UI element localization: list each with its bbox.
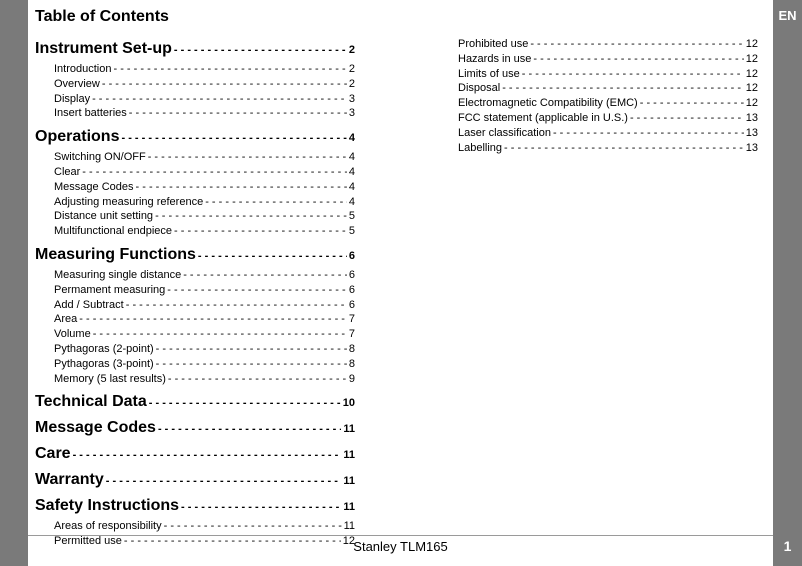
toc-entry-page: 13 [745, 126, 758, 139]
toc-entry-page: 9 [348, 372, 355, 385]
toc-entry-page: 12 [745, 38, 758, 50]
toc-entry-label: Pythagoras (2-point) [54, 342, 154, 355]
toc-entry-page: 7 [348, 328, 355, 341]
page-title: Table of Contents [35, 8, 169, 25]
toc-entry-page: 11 [343, 520, 355, 533]
toc-section-label: Message Codes [35, 419, 156, 437]
toc-section[interactable] [35, 242, 355, 268]
toc-entry-label: Introduction [54, 63, 112, 75]
dot-leader [198, 243, 347, 269]
toc-entry-label: Labelling [458, 141, 503, 154]
toc-entry-page: 12 [745, 82, 758, 95]
toc-entry[interactable] [35, 224, 355, 239]
dot-leader [167, 283, 347, 298]
toc-entry-label: Laser classification [458, 126, 551, 139]
toc-entry-page: 6 [348, 298, 355, 311]
dot-leader [73, 442, 342, 468]
toc-entry[interactable] [35, 77, 355, 92]
toc-entry[interactable] [35, 342, 355, 357]
dot-leader [205, 195, 347, 210]
dot-leader [106, 468, 342, 494]
toc-entry-label: Switching ON/OFF [54, 151, 146, 164]
dot-leader [522, 67, 744, 82]
toc-entry-page: 2 [348, 63, 355, 75]
toc-entry[interactable] [35, 534, 355, 549]
dot-leader [553, 126, 744, 141]
toc-entry-page: 4 [348, 165, 355, 178]
toc-entry-page: 7 [348, 313, 355, 326]
dot-leader [158, 416, 341, 442]
toc-entry[interactable] [458, 126, 758, 141]
toc-entry-label: Prohibited use [458, 38, 529, 50]
toc-entry[interactable] [35, 357, 355, 372]
dot-leader [533, 52, 743, 67]
toc-entry-page: 12 [745, 67, 758, 80]
dot-leader [113, 62, 346, 77]
toc-entry[interactable] [35, 195, 355, 210]
toc-entry-label: Overview [54, 77, 100, 90]
toc-section[interactable] [35, 441, 355, 467]
toc-entry-page: 3 [348, 92, 355, 105]
toc-entry[interactable] [458, 37, 758, 52]
toc-section[interactable] [35, 389, 355, 415]
toc-entry[interactable] [458, 81, 758, 96]
toc-left-column [35, 36, 355, 552]
dot-leader [183, 268, 347, 283]
toc-entry[interactable] [35, 209, 355, 224]
toc-entry[interactable] [35, 150, 355, 165]
toc-entry-page: 6 [348, 283, 355, 296]
toc-entry-page: 13 [745, 111, 758, 124]
toc-entry-label: Adjusting measuring reference [54, 195, 204, 208]
toc-section-label: Safety Instructions [35, 497, 180, 515]
toc-entry-label: Permitted use [54, 535, 122, 548]
toc-entry-label: Area [54, 313, 78, 326]
toc-section-label: Technical Data [35, 393, 147, 411]
toc-entry[interactable] [458, 111, 758, 126]
toc-entry-label: Pythagoras (3-point) [54, 357, 154, 370]
toc-entry-label: Message Codes [54, 180, 134, 193]
toc-section[interactable] [35, 36, 355, 62]
toc-entry-label: Insert batteries [54, 107, 127, 120]
toc-section-label: Warranty [35, 471, 104, 489]
toc-section-page: 11 [343, 423, 355, 436]
dot-leader [155, 209, 347, 224]
toc-entry[interactable] [35, 312, 355, 327]
right-margin-bar [773, 0, 802, 566]
dot-leader [148, 150, 347, 165]
toc-entry-page: 4 [348, 195, 355, 208]
toc-entry-page: 2 [348, 77, 355, 90]
toc-entry-label: Limits of use [458, 67, 520, 80]
toc-entry-page: 8 [348, 357, 355, 370]
toc-entry-page: 12 [342, 535, 355, 548]
toc-entry[interactable] [458, 52, 758, 67]
toc-entry[interactable] [35, 180, 355, 195]
toc-entry-label: Volume [54, 328, 91, 341]
toc-section-label: Operations [35, 128, 120, 146]
toc-entry-label: Clear [54, 165, 81, 178]
dot-leader [156, 342, 347, 357]
toc-entry-label: Areas of responsibility [54, 520, 162, 533]
toc-entry-page: 12 [745, 97, 758, 110]
dot-leader [181, 494, 341, 520]
dot-leader [174, 224, 347, 239]
toc-entry[interactable] [35, 268, 355, 283]
toc-section-page: 2 [348, 44, 355, 56]
toc-section-label: Care [35, 445, 71, 463]
toc-entry-label: Electromagnetic Compatibility (EMC) [458, 97, 638, 110]
dot-leader [102, 77, 347, 92]
toc-entry-label: Measuring single distance [54, 268, 182, 281]
toc-entry-page: 6 [348, 268, 355, 281]
dot-leader [121, 125, 346, 151]
toc-right-column [458, 37, 758, 155]
toc-entry-label: FCC statement (applicable in U.S.) [458, 111, 628, 124]
toc-entry-label: Hazards in use [458, 52, 532, 65]
toc-entry[interactable] [458, 96, 758, 111]
toc-section[interactable] [35, 467, 355, 493]
dot-leader [79, 312, 347, 327]
toc-entry[interactable] [35, 62, 355, 77]
toc-entry-label: Display [54, 92, 91, 105]
toc-section-page: 11 [343, 449, 355, 462]
toc-section-page: 4 [348, 132, 355, 145]
dot-leader [129, 106, 347, 121]
toc-entry[interactable] [35, 92, 355, 107]
toc-section-page: 11 [343, 501, 355, 514]
toc-entry-label: Distance unit setting [54, 210, 154, 223]
toc-entry[interactable] [35, 165, 355, 180]
dot-leader [504, 141, 744, 156]
dot-leader [174, 37, 347, 63]
dot-leader [136, 180, 347, 195]
toc-entry-page: 8 [348, 342, 355, 355]
toc-section[interactable] [35, 415, 355, 441]
language-tab: EN [778, 8, 797, 23]
toc-entry-page: 4 [348, 180, 355, 193]
toc-section-label: Instrument Set-up [35, 40, 172, 57]
toc-entry[interactable] [458, 67, 758, 82]
dot-leader [164, 519, 342, 534]
toc-entry-label: Permament measuring [54, 283, 166, 296]
toc-section[interactable] [35, 493, 355, 519]
toc-entry[interactable] [458, 141, 758, 156]
dot-leader [530, 37, 743, 52]
toc-entry[interactable] [35, 327, 355, 342]
left-margin-bar [0, 0, 28, 566]
dot-leader [156, 357, 347, 372]
toc-entry-label: Memory (5 last results) [54, 372, 166, 385]
toc-section[interactable] [35, 124, 355, 150]
toc-entry-page: 4 [348, 151, 355, 164]
dot-leader [92, 92, 347, 107]
toc-entry-page: 3 [348, 107, 355, 120]
toc-entry[interactable] [35, 106, 355, 121]
toc-entry[interactable] [35, 298, 355, 313]
toc-entry-label: Disposal [458, 82, 501, 95]
dot-leader [93, 327, 347, 342]
toc-entry-label: Add / Subtract [54, 298, 124, 311]
toc-section-label: Measuring Functions [35, 245, 196, 263]
dot-leader [502, 81, 744, 96]
page-number: 1 [783, 538, 792, 554]
toc-entry[interactable] [35, 519, 355, 534]
dot-leader [126, 298, 347, 313]
toc-section-page: 6 [348, 249, 355, 262]
toc-entry-label: Multifunctional endpiece [54, 225, 173, 238]
dot-leader [630, 111, 744, 126]
footer-title: Stanley TLM165 [353, 539, 448, 554]
toc-entry[interactable] [35, 372, 355, 387]
toc-section-page: 10 [342, 397, 355, 410]
toc-entry[interactable] [35, 283, 355, 298]
toc-entry-page: 12 [745, 52, 758, 65]
dot-leader [124, 534, 341, 549]
toc-entry-page: 5 [348, 225, 355, 238]
dot-leader [640, 96, 744, 111]
toc-section-page: 11 [343, 475, 355, 488]
toc-entry-page: 5 [348, 210, 355, 223]
dot-leader [82, 165, 347, 180]
dot-leader [149, 390, 341, 416]
dot-leader [168, 372, 347, 387]
toc-entry-page: 13 [745, 141, 758, 154]
